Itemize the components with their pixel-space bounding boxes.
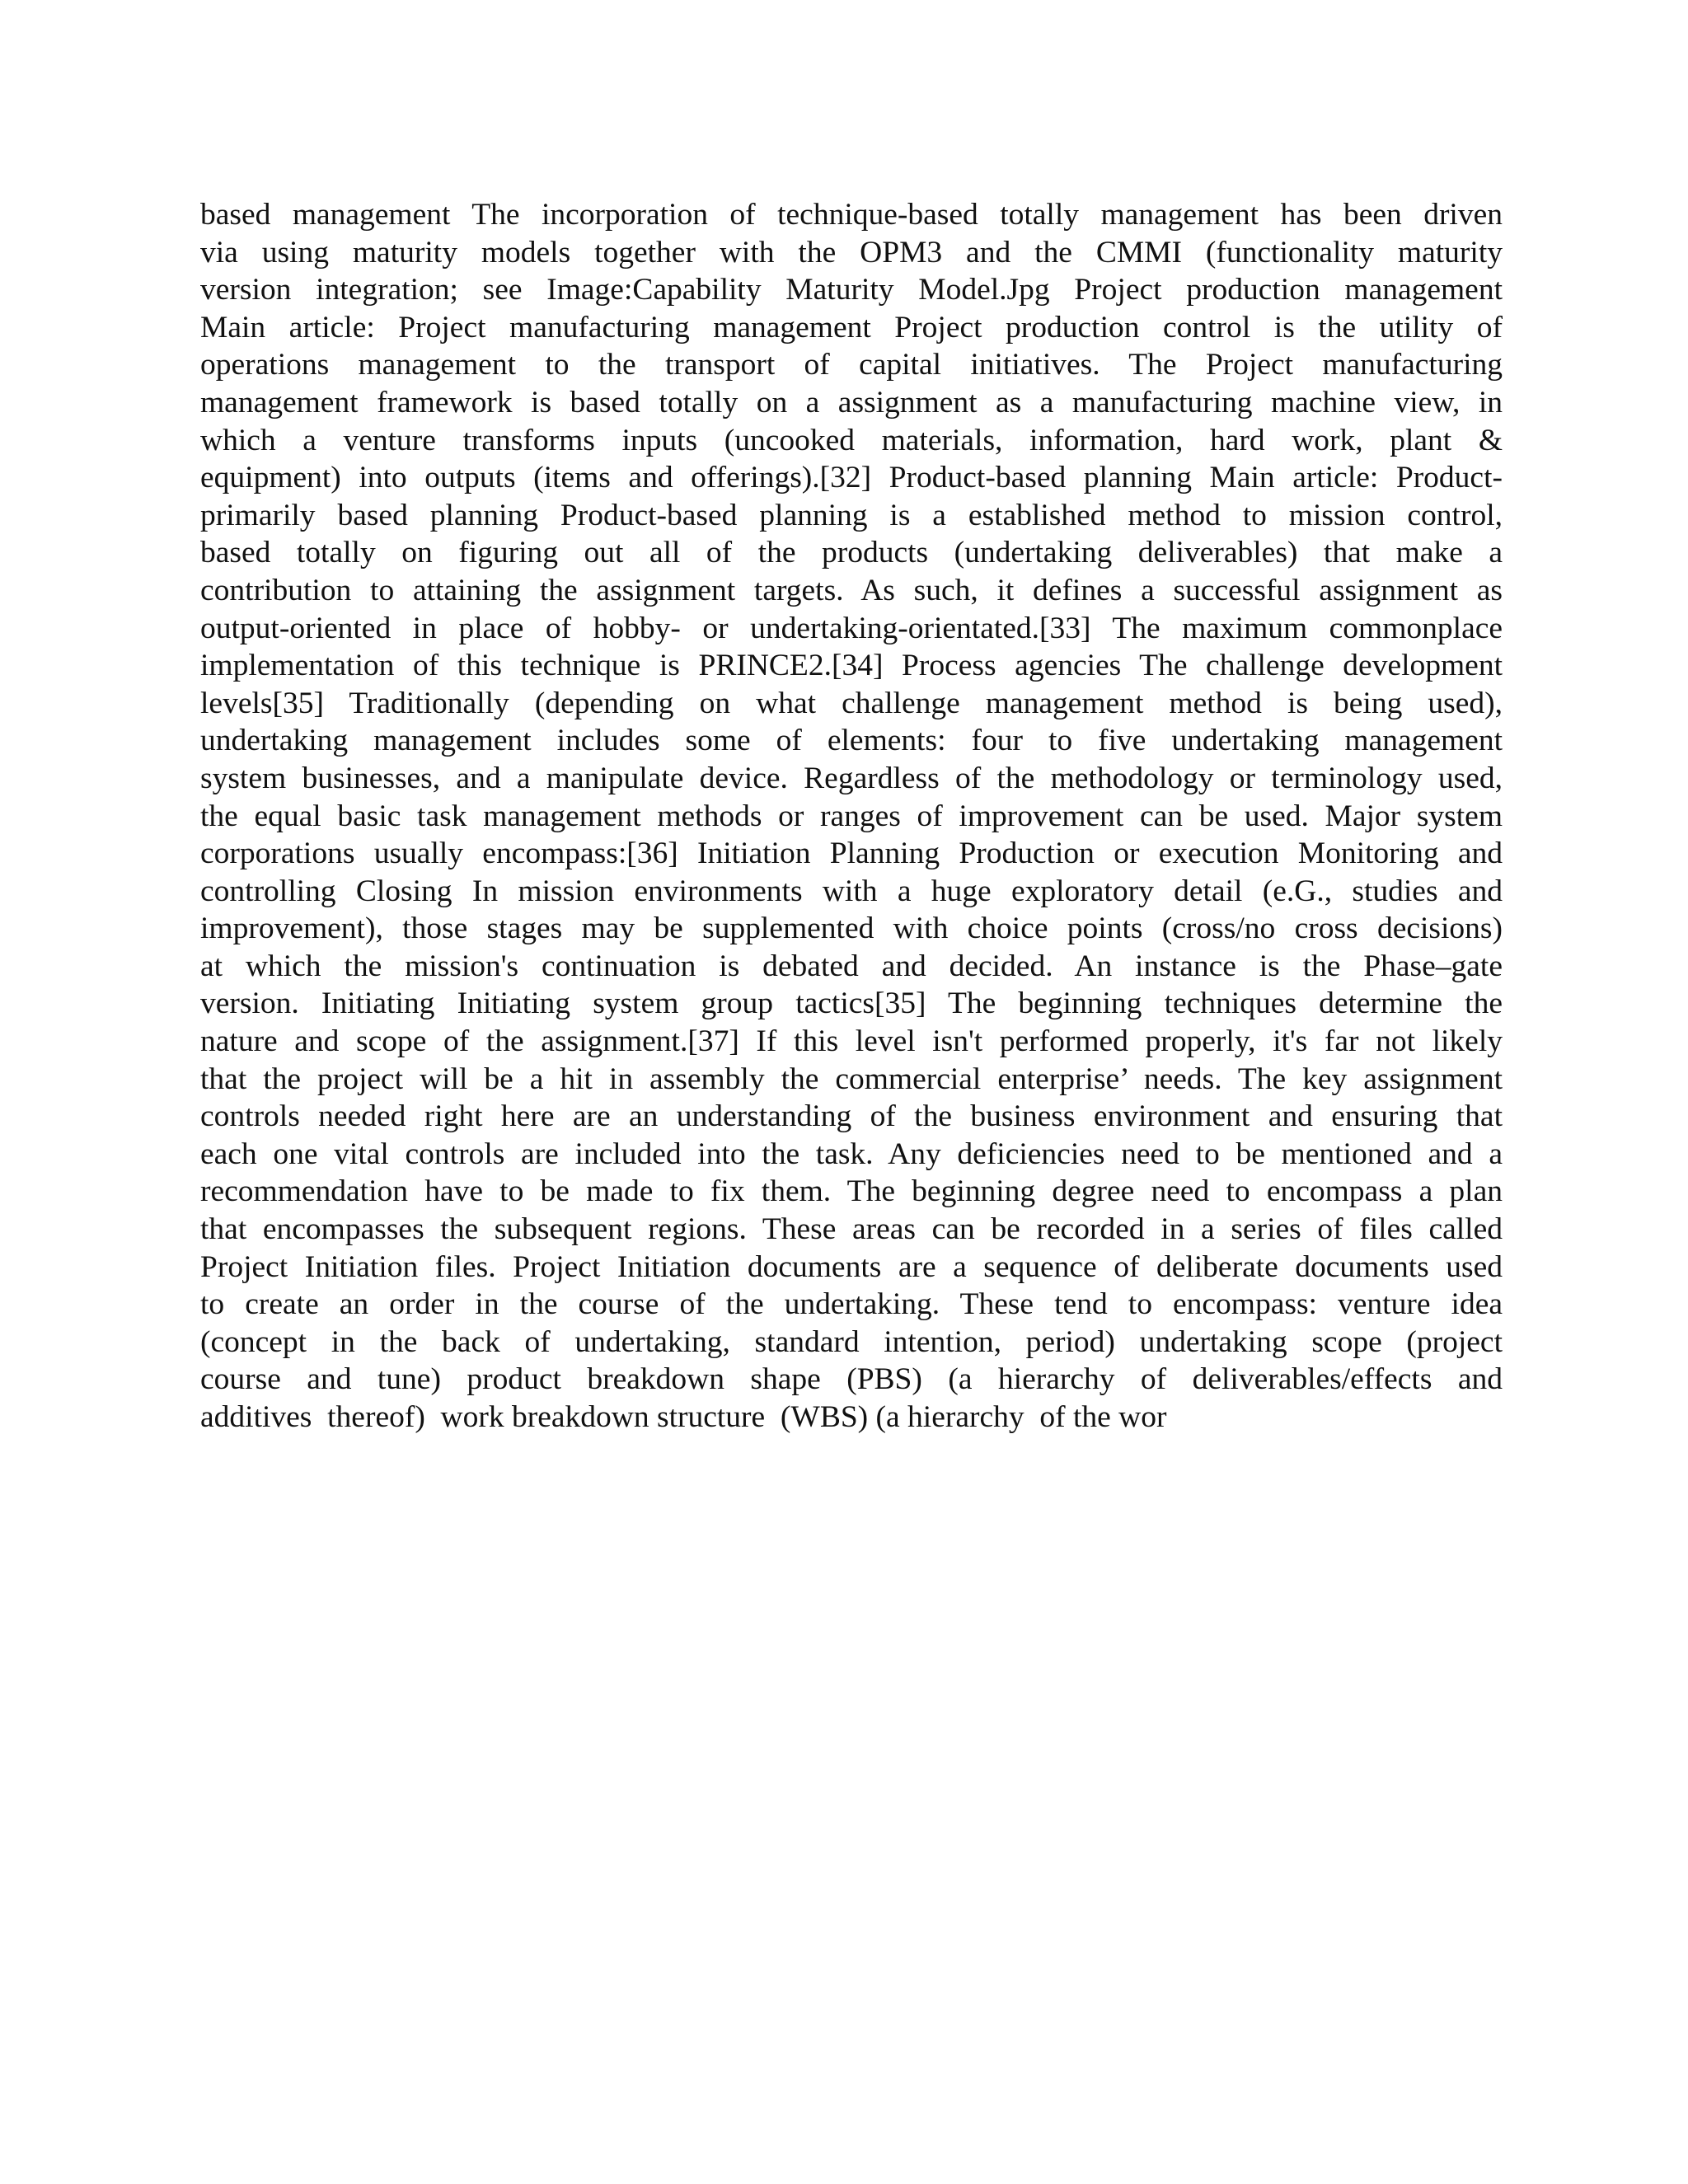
text-line: Project Initiation files. Project Initiation documents are a sequence of deliberate documents used	[200, 1249, 1503, 1284]
text-line: which a venture transforms inputs (uncooked materials, information, hard work, plant &	[200, 423, 1503, 457]
text-line: improvement), those stages may be supplemented with choice points (cross/no cross decisions)	[200, 912, 1503, 946]
text-line: undertaking management includes some of elements: four to five undertaking management	[200, 724, 1503, 758]
text-line: Main article: Project manufacturing management Project production control is the utility of	[200, 310, 1503, 344]
text-line: corporations usually encompass:[36] Initiation Planning Production or execution Monitoring and	[200, 837, 1503, 871]
text-line: contribution to attaining the assignment targets. As such, it defines a successful assignment as	[200, 573, 1503, 607]
text-line: management framework is based totally on a assignment as a manufacturing machine view, in	[200, 385, 1503, 419]
text-line: to create an order in the course of the undertaking. These tend to encompass: venture idea	[200, 1287, 1503, 1322]
text-line: controlling Closing In mission environments with a huge exploratory detail (e.G., studies and	[200, 874, 1503, 908]
text-line: implementation of this technique is PRINCE2.[34] Process agencies The challenge development	[200, 649, 1503, 683]
text-line: output-oriented in place of hobby- or undertaking-orientated.[33] The maximum commonplace	[200, 611, 1503, 645]
text-line: levels[35] Traditionally (depending on what challenge management method is being used),	[200, 686, 1503, 720]
text-line: recommendation have to be made to fix them. The beginning degree need to encompass a plan	[200, 1174, 1503, 1209]
text-line: the equal basic task management methods or ranges of improvement can be used. Major system	[200, 799, 1503, 833]
text-line: system businesses, and a manipulate device. Regardless of the methodology or terminology used,	[200, 761, 1503, 795]
text-line: primarily based planning Product-based planning is a established method to mission control,	[200, 498, 1503, 532]
text-line: based management The incorporation of technique-based totally management has been driven	[200, 198, 1503, 232]
text-line: operations management to the transport of capital initiatives. The Project manufacturing	[200, 348, 1503, 382]
text-line: course and tune) product breakdown shape (PBS) (a hierarchy of deliverables/effects and	[200, 1362, 1503, 1397]
text-line: based totally on figuring out all of the products (undertaking deliverables) that make a	[200, 536, 1503, 570]
text-line: that the project will be a hit in assembly the commercial enterprise’ needs. The key assignment	[200, 1062, 1503, 1096]
text-line: equipment) into outputs (items and offerings).[32] Product-based planning Main article: Product-	[200, 461, 1503, 495]
text-line: version. Initiating Initiating system group tactics[35] The beginning techniques determine the	[200, 987, 1503, 1021]
text-line: nature and scope of the assignment.[37] If this level isn't performed properly, it's far not likely	[200, 1024, 1503, 1059]
text-line: controls needed right here are an understanding of the business environment and ensuring that	[200, 1099, 1503, 1134]
text-line: additives thereof) work breakdown structure (WBS) (a hierarchy of the wor	[200, 1400, 1167, 1434]
text-line: (concept in the back of undertaking, standard intention, period) undertaking scope (project	[200, 1324, 1503, 1359]
text-line: version integration; see Image:Capability Maturity Model.Jpg Project production management	[200, 273, 1503, 307]
text-line: each one vital controls are included into the task. Any deficiencies need to be mentioned and a	[200, 1137, 1503, 1171]
body-text	[200, 196, 1503, 1436]
text-line: that encompasses the subsequent regions. These areas can be recorded in a series of files called	[200, 1212, 1503, 1247]
text-line: via using maturity models together with the OPM3 and the CMMI (functionality maturity	[200, 235, 1503, 269]
text-line: at which the mission's continuation is debated and decided. An instance is the Phase–gate	[200, 949, 1503, 983]
